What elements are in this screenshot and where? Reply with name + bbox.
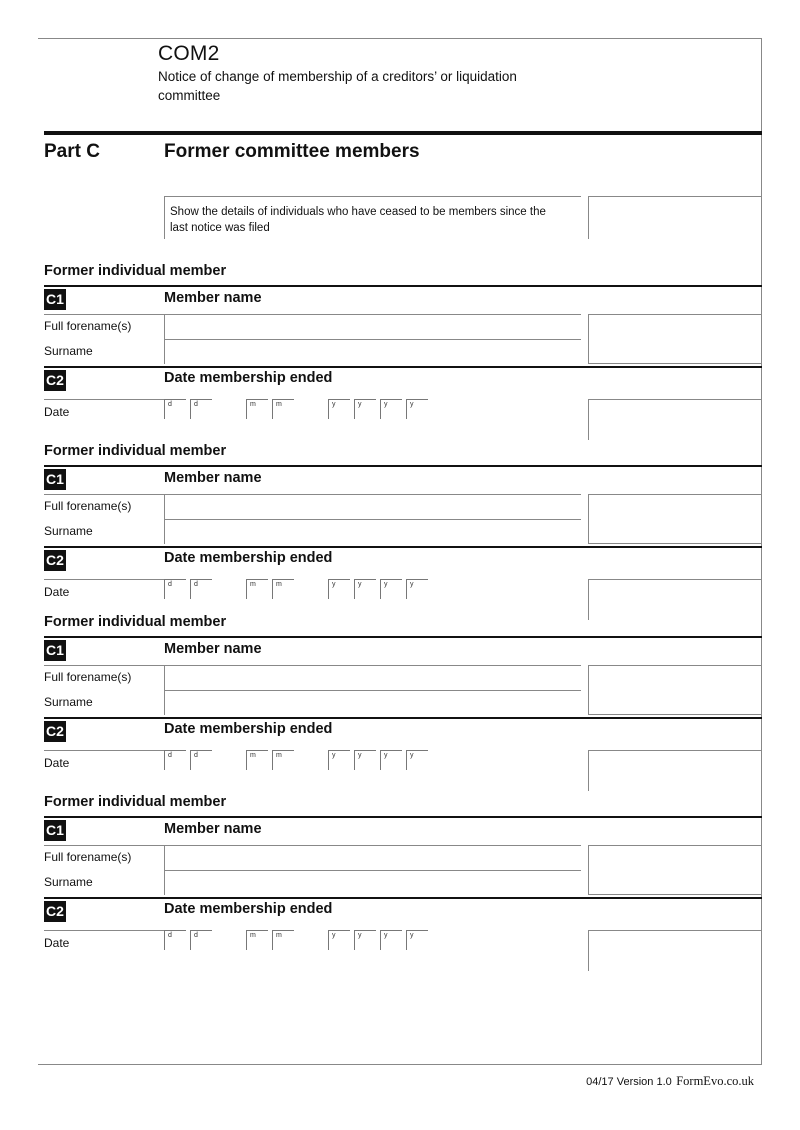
date-digit-box[interactable]: [272, 750, 294, 770]
date-digit-box[interactable]: [164, 579, 186, 599]
form-subtitle-line2: committee: [158, 88, 221, 103]
name-margin-box-top: [588, 665, 762, 666]
date-margin-box-left: [588, 930, 589, 971]
date-digit-hint: y: [358, 932, 362, 939]
date-digit-box[interactable]: [246, 930, 268, 950]
c2-rule: [44, 546, 762, 548]
date-digit-box[interactable]: [190, 750, 212, 770]
date-digit-hint: y: [358, 752, 362, 759]
date-digit-box[interactable]: [380, 399, 402, 419]
name-margin-box-bottom: [588, 894, 762, 895]
date-digit-box[interactable]: [354, 930, 376, 950]
date-digit-box[interactable]: [190, 399, 212, 419]
name-margin-box-top: [588, 494, 762, 495]
guidance-box-top: [164, 196, 581, 197]
c2-badge: C2: [44, 721, 66, 742]
date-digit-box[interactable]: [164, 399, 186, 419]
guidance-text-line2: last notice was filed: [170, 222, 270, 234]
date-digit-hint: m: [276, 752, 282, 759]
date-digit-hint: y: [410, 752, 414, 759]
date-ended-title: Date membership ended: [164, 721, 333, 737]
date-ended-title: Date membership ended: [164, 901, 333, 917]
date-digit-box[interactable]: [164, 930, 186, 950]
date-digit-hint: m: [250, 401, 256, 408]
date-label: Date: [44, 405, 70, 419]
top-rule: [38, 38, 762, 39]
footer-brand: FormEvo.co.uk: [676, 1074, 754, 1088]
date-digit-box[interactable]: [380, 579, 402, 599]
date-digit-hint: d: [194, 581, 198, 588]
date-margin-box-left: [588, 399, 589, 440]
name-margin-box-top: [588, 845, 762, 846]
date-digit-box[interactable]: [164, 750, 186, 770]
part-label: Part C: [44, 141, 100, 162]
date-digit-box[interactable]: [190, 579, 212, 599]
date-digit-box[interactable]: [354, 399, 376, 419]
name-margin-box-top: [588, 314, 762, 315]
member-name-title: Member name: [164, 470, 262, 486]
date-digit-box[interactable]: [328, 399, 350, 419]
forename-label: Full forename(s): [44, 670, 132, 684]
date-label: Date: [44, 936, 70, 950]
c2-badge: C2: [44, 901, 66, 922]
date-digit-hint: y: [332, 752, 336, 759]
date-digit-box[interactable]: [380, 930, 402, 950]
right-page-edge: [761, 38, 762, 1065]
date-digit-box[interactable]: [328, 930, 350, 950]
date-digit-hint: y: [358, 401, 362, 408]
part-heavy-rule: [44, 131, 762, 135]
date-digit-box[interactable]: [246, 579, 268, 599]
date-label: Date: [44, 756, 70, 770]
date-margin-box-left: [588, 579, 589, 620]
surname-label: Surname: [44, 695, 93, 709]
date-digit-box[interactable]: [380, 750, 402, 770]
date-digit-hint: m: [276, 401, 282, 408]
date-digit-hint: d: [194, 401, 198, 408]
date-ended-title: Date membership ended: [164, 370, 333, 386]
name-margin-box-bottom: [588, 363, 762, 364]
date-digit-box[interactable]: [272, 579, 294, 599]
date-digit-hint: m: [276, 932, 282, 939]
guidance-text-line1: Show the details of individuals who have ceased to be members since the: [170, 206, 546, 218]
forename-label: Full forename(s): [44, 499, 132, 513]
member-name-title: Member name: [164, 641, 262, 657]
date-digit-hint: y: [410, 581, 414, 588]
surname-input[interactable]: [164, 870, 581, 895]
name-margin-box-bottom: [588, 714, 762, 715]
c1-badge: C1: [44, 640, 66, 661]
date-digit-hint: m: [250, 581, 256, 588]
forename-input[interactable]: [164, 845, 581, 870]
date-label: Date: [44, 585, 70, 599]
date-rule: [44, 750, 164, 751]
c1-badge: C1: [44, 820, 66, 841]
c2-rule: [44, 366, 762, 368]
date-ended-title: Date membership ended: [164, 550, 333, 566]
c2-badge: C2: [44, 370, 66, 391]
date-digit-box[interactable]: [406, 930, 428, 950]
member-heading: Former individual member: [44, 263, 227, 279]
guidance-box-left: [164, 196, 165, 239]
date-rule: [44, 579, 164, 580]
forename-input[interactable]: [164, 314, 581, 339]
surname-input[interactable]: [164, 690, 581, 715]
c2-rule: [44, 897, 762, 899]
surname-input[interactable]: [164, 519, 581, 544]
surname-label: Surname: [44, 524, 93, 538]
part-title: Former committee members: [164, 141, 420, 162]
member-name-title: Member name: [164, 821, 262, 837]
member-heading: Former individual member: [44, 614, 227, 630]
date-margin-box-top: [588, 930, 762, 931]
surname-label: Surname: [44, 344, 93, 358]
date-digit-hint: d: [168, 401, 172, 408]
name-margin-box-left: [588, 314, 589, 363]
date-digit-hint: y: [384, 581, 388, 588]
date-digit-hint: y: [332, 581, 336, 588]
name-margin-box-bottom: [588, 543, 762, 544]
date-digit-box[interactable]: [328, 579, 350, 599]
date-digit-hint: d: [194, 932, 198, 939]
margin-note-box-top: [588, 196, 762, 197]
date-margin-box-top: [588, 750, 762, 751]
date-digit-hint: y: [384, 752, 388, 759]
date-digit-hint: y: [332, 401, 336, 408]
c1-rule: [44, 465, 762, 467]
date-digit-hint: y: [384, 932, 388, 939]
date-margin-box-left: [588, 750, 589, 791]
surname-input[interactable]: [164, 339, 581, 364]
date-rule: [44, 399, 164, 400]
form-subtitle-line1: Notice of change of membership of a creditors’ or liquidation: [158, 69, 517, 84]
date-digit-hint: d: [194, 752, 198, 759]
c2-badge: C2: [44, 550, 66, 571]
member-heading: Former individual member: [44, 443, 227, 459]
date-digit-box[interactable]: [190, 930, 212, 950]
date-digit-hint: y: [410, 932, 414, 939]
bottom-rule: [38, 1064, 762, 1065]
date-digit-box[interactable]: [354, 750, 376, 770]
surname-label: Surname: [44, 875, 93, 889]
forename-label: Full forename(s): [44, 850, 132, 864]
name-margin-box-left: [588, 845, 589, 894]
forename-input[interactable]: [164, 665, 581, 690]
date-digit-box[interactable]: [328, 750, 350, 770]
date-digit-hint: m: [276, 581, 282, 588]
date-digit-box[interactable]: [272, 930, 294, 950]
date-digit-hint: y: [410, 401, 414, 408]
footer: [586, 1072, 754, 1090]
date-digit-box[interactable]: [246, 750, 268, 770]
c1-rule: [44, 285, 762, 287]
date-digit-hint: m: [250, 752, 256, 759]
date-digit-box[interactable]: [406, 399, 428, 419]
forename-label: Full forename(s): [44, 319, 132, 333]
date-digit-hint: m: [250, 932, 256, 939]
name-margin-box-left: [588, 494, 589, 543]
footer-version: 04/17 Version 1.0: [586, 1076, 672, 1088]
date-digit-box[interactable]: [246, 399, 268, 419]
date-digit-hint: d: [168, 932, 172, 939]
date-digit-hint: y: [384, 401, 388, 408]
date-rule: [44, 930, 164, 931]
c1-rule: [44, 816, 762, 818]
date-margin-box-top: [588, 579, 762, 580]
c1-rule: [44, 636, 762, 638]
date-digit-box[interactable]: [272, 399, 294, 419]
date-digit-box[interactable]: [406, 579, 428, 599]
margin-note-box-left: [588, 196, 589, 239]
date-digit-hint: d: [168, 752, 172, 759]
forename-input[interactable]: [164, 494, 581, 519]
date-digit-box[interactable]: [354, 579, 376, 599]
date-digit-hint: d: [168, 581, 172, 588]
c2-rule: [44, 717, 762, 719]
member-name-title: Member name: [164, 290, 262, 306]
date-margin-box-top: [588, 399, 762, 400]
member-heading: Former individual member: [44, 794, 227, 810]
form-code: COM2: [158, 42, 220, 65]
c1-badge: C1: [44, 289, 66, 310]
date-digit-box[interactable]: [406, 750, 428, 770]
date-digit-hint: y: [332, 932, 336, 939]
c1-badge: C1: [44, 469, 66, 490]
name-margin-box-left: [588, 665, 589, 714]
date-digit-hint: y: [358, 581, 362, 588]
